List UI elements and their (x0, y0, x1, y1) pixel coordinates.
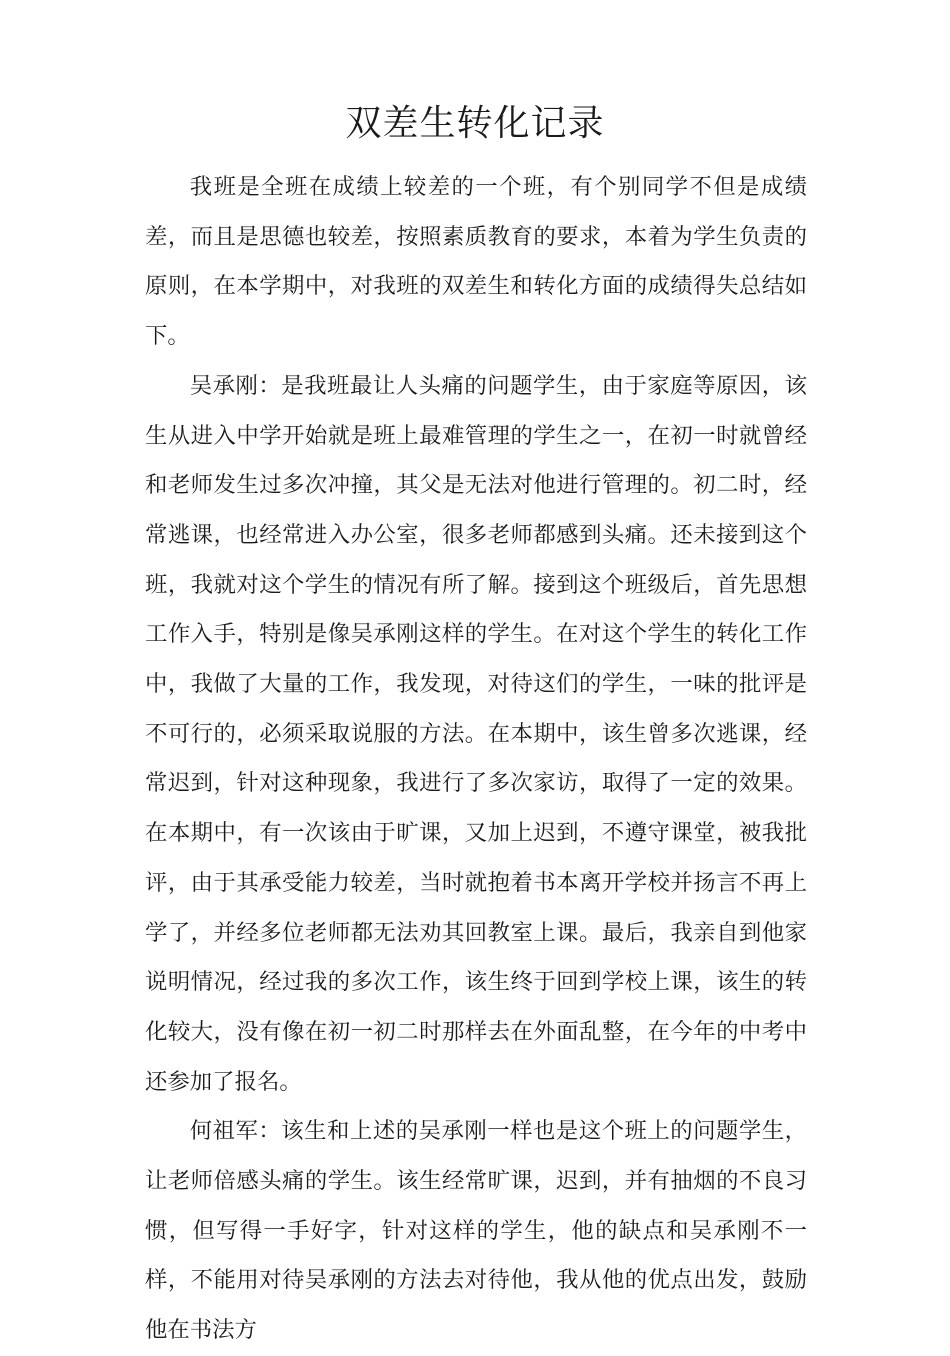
document-title: 双差生转化记录 (345, 103, 605, 144)
paragraph-wu-chenggang: 吴承刚：是我班最让人头痛的问题学生，由于家庭等原因，该生从进入中学开始就是班上最难管理的学生之一，在初一时就曾经和老师发生过多次冲撞，其父是无法对他进行管理的。初二时，经常逃课，也经常进入办公室，很多老师都感到头痛。还未接到这个班，我就对这个学生的情况有所了解。接到这个班级后，首先思想工作入手，特别是像吴承刚这样的学生。在对这个学生的转化工作中，我做了大量的工作，我发现，对待这们的学生，一味的批评是不可行的，必须采取说服的方法。在本期中，该生曾多次逃课，经常迟到，针对这种现象，我进行了多次家访，取得了一定的效果。在本期中，有一次该由于旷课，又加上迟到，不遵守课堂，被我批评，由于其承受能力较差，当时就抱着书本离开学校并扬言不再上学了，并经多位老师都无法劝其回教室上课。最后，我亲自到他家说明情况，经过我的多次工作，该生终于回到学校上课，该生的转化较大，没有像在初一初二时那样去在外面乱整，在今年的中考中还参加了报名。 (145, 372, 807, 1095)
paragraph-intro: 我班是全班在成绩上较差的一个班，有个别同学不但是成绩差，而且是思德也较差，按照素质教育的要求，本着为学生负责的原则，在本学期中，对我班的双差生和转化方面的成绩得失总结如下。 (145, 174, 807, 350)
paragraph-he-zujun: 何祖军：该生和上述的吴承刚一样也是这个班上的问题学生，让老师倍感头痛的学生。该生经常旷课，迟到，并有抽烟的不良习惯，但写得一手好字，针对这样的学生，他的缺点和吴承刚不一样，不能用对待吴承刚的方法去对待他，我从他的优点出发，鼓励他在书法方 (145, 1118, 807, 1344)
document-body (145, 163, 807, 1356)
